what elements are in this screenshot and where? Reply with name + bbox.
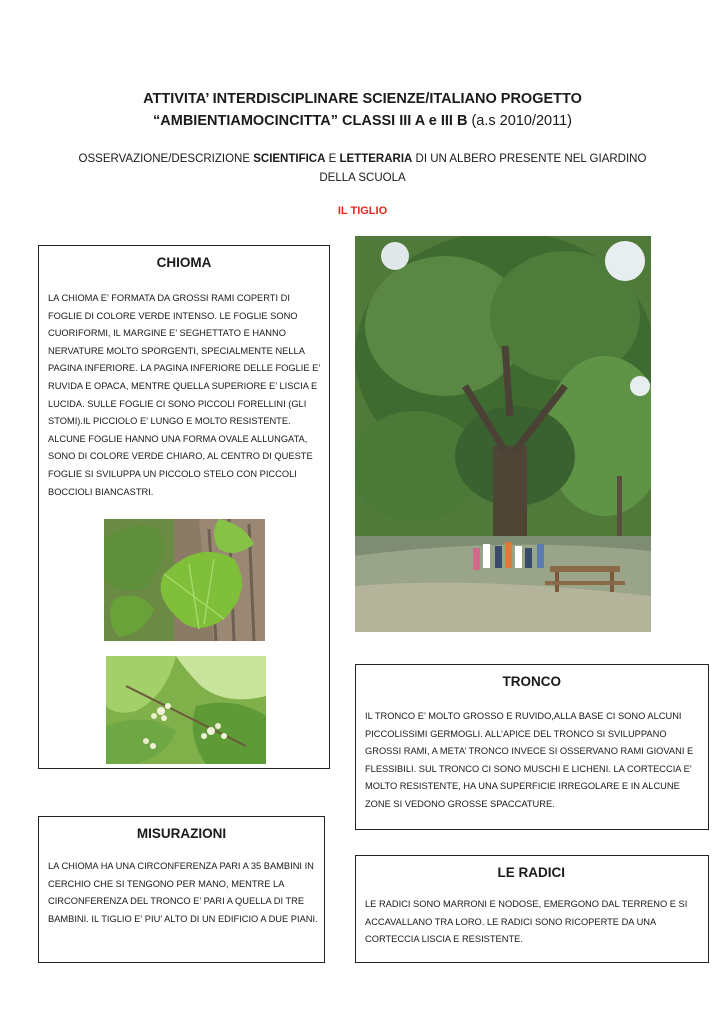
tronco-text: IL TRONCO E’ MOLTO GROSSO E RUVIDO,ALLA BASE CI SONO ALCUNI PICCOLISSIMI GERMOGLI. ALL’APICE DEL TRONCO SI SVILUPPANO GROSSI RAMI, A META’ TRONCO INVECE SI OSSERVANO RAMI GIOVANI E FLESSIBILI. SUL TRONCO CI SONO MUSCHI E LICHENI. LA CORTECCIA E’ MOLTO RESISTENTE, HA UNA SUPERFICIE IRREGOLARE E IN ALCUNE ZONE SI VEDONO GROSSE SPACCATURE. — [365, 711, 694, 809]
radici-title: LE RADICI — [497, 865, 565, 880]
subtitle-text-2: E — [325, 153, 340, 165]
tree-photo — [355, 236, 651, 632]
title-school-year: (a.s 2010/2011) — [467, 113, 572, 129]
subtitle-text-1: OSSERVAZIONE/DESCRIZIONE — [78, 153, 254, 165]
subtitle-text-3: DI UN ALBERO PRESENTE NEL GIARDINO DELLA SCUOLA — [319, 153, 647, 184]
chioma-text: LA CHIOMA E’ FORMATA DA GROSSI RAMI COPERTI DI FOGLIE DI COLORE VERDE INTENSO. LE FOGLIE SONO CUORIFORMI, IL MARGINE E’ SEGHETTATO E HANNO NERVATURE MOLTO SPORGENTI, SPECIALMENTE NELLA PAGINA INFERIORE. LA PAGINA INFERIORE DELLE FOGLIE E’ RUVIDA E OPACA, MENTRE QUELLA SUPERIORE E’ LISCIA E LUCIDA. SULLE FOGLIE CI SONO PICCOLI FORELLINI (GLI STOMI).IL PICCIOLO E’ LUNGO E MOLTO RESISTENTE. ALCUNE FOGLIE HANNO UNA FORMA OVALE ALLUNGATA, SONO DI COLORE VERDE CHIARO, AL CENTRO DI QUESTE FOGLIE SI SVILUPPA UN PICCOLO STELO CON PICCOLI BOCCIOLI BIANCASTRI. — [48, 293, 321, 497]
misurazioni-text: LA CHIOMA HA UNA CIRCONFERENZA PARI A 35 BAMBINI IN CERCHIO CHE SI TENGONO PER MANO, MENTRE LA CIRCONFERENZA DEL TRONCO E’ PARI A QUELLA DI TRE BAMBINI. IL TIGLIO E’ PIU’ ALTO DI UN EDIFICIO A DUE PIANI. — [48, 861, 318, 924]
title-project-name: “AMBIENTIAMOCINCITTA” CLASSI III A e III B — [153, 113, 468, 129]
page-title-line2 — [40, 110, 685, 132]
leaf-photo — [104, 519, 265, 641]
tree-name: IL TIGLIO — [337, 205, 388, 217]
page-subtitle — [60, 150, 665, 188]
subtitle-bold-1: SCIENTIFICA — [253, 153, 326, 165]
page-title-line1: ATTIVITA’ INTERDISCIPLINARE SCIENZE/ITALIANO PROGETTO — [143, 91, 582, 107]
tronco-title: TRONCO — [502, 674, 561, 689]
flower-photo — [106, 656, 266, 764]
radici-text: LE RADICI SONO MARRONI E NODOSE, EMERGONO DAL TERRENO E SI ACCAVALLANO TRA LORO. LE RADICI SONO RICOPERTE DA UNA CORTECCIA LISCIA E RESISTENTE. — [365, 899, 688, 945]
tronco-section — [355, 664, 709, 830]
radici-section — [355, 855, 709, 963]
chioma-title: CHIOMA — [156, 255, 212, 270]
subtitle-bold-2: LETTERARIA — [339, 153, 413, 165]
misurazioni-section — [38, 816, 325, 963]
misurazioni-title: MISURAZIONI — [136, 826, 227, 841]
